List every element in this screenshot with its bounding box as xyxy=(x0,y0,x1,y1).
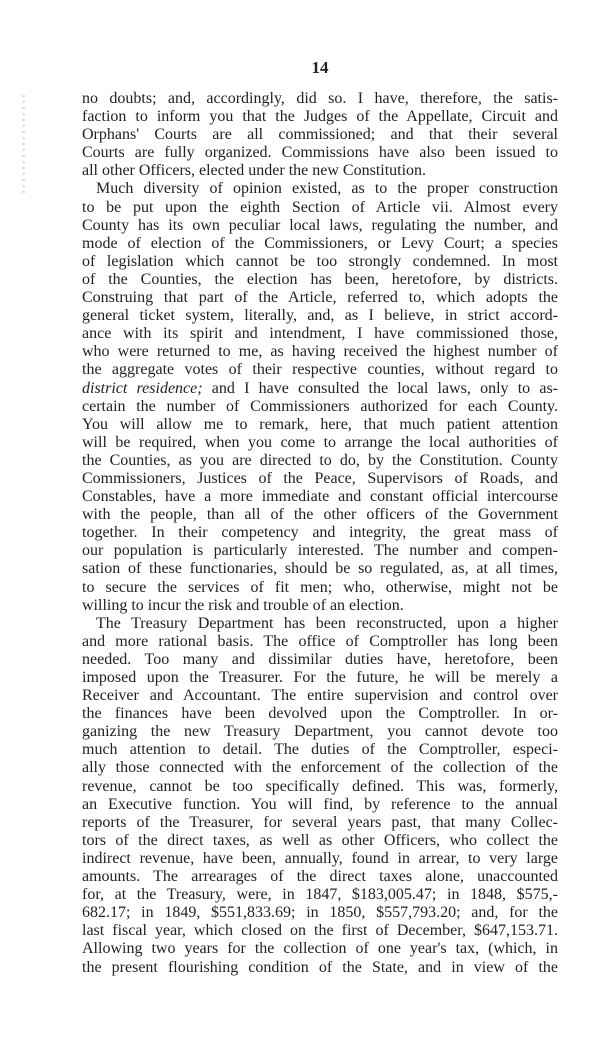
text-line xyxy=(82,325,558,343)
text-line xyxy=(82,452,558,470)
text-line xyxy=(82,416,558,434)
text-line xyxy=(82,922,558,940)
text-line xyxy=(82,144,558,162)
line-text: willing to incur the risk and trouble of an election. xyxy=(82,596,404,614)
text-line xyxy=(82,380,558,398)
text-line xyxy=(82,108,558,126)
text-line xyxy=(82,217,558,235)
text-line xyxy=(82,778,558,796)
line-text: of the Counties, the election has been, heretofore, by districts. xyxy=(82,270,558,288)
line-text: an Executive function. You will find, by reference to the annual xyxy=(82,795,558,813)
line-text: certain the number of Commissioners authorized for each County. xyxy=(82,397,558,415)
text-line xyxy=(82,687,558,705)
line-text: our population is particularly interested. The number and compen- xyxy=(82,542,558,560)
line-text: who were returned to me, as having received the highest number of xyxy=(82,343,558,361)
line-text: the Counties, as you are directed to do, by the Constitution. County xyxy=(82,451,558,469)
text-line xyxy=(82,633,558,651)
line-text: mode of election of the Commissioners, or Levy Court; a species xyxy=(82,234,558,252)
line-text: Much diversity of opinion existed, as to the proper construction xyxy=(96,180,558,198)
text-line xyxy=(82,904,558,922)
text-line xyxy=(82,253,558,271)
text-line xyxy=(82,289,558,307)
text-line xyxy=(82,434,558,452)
line-text: ance with its spirit and intendment, I have commissioned those, xyxy=(82,325,558,343)
line-text: the aggregate votes of their respective counties, without regard to xyxy=(82,361,558,379)
text-line xyxy=(82,524,558,542)
text-line xyxy=(82,615,558,633)
page-number: 14 xyxy=(311,58,329,77)
line-text: general ticket system, literally, and, as I believe, in strict accord- xyxy=(82,307,558,325)
line-text: Receiver and Accountant. The entire supervision and control over xyxy=(82,687,558,705)
line-text: to be put upon the eighth Section of Article vii. Almost every xyxy=(82,198,558,216)
line-text: all other Officers, elected under the new Constitution. xyxy=(82,162,427,180)
text-line xyxy=(82,488,558,506)
line-text: will be required, when you come to arrange the local authorities of xyxy=(82,433,558,451)
text-line xyxy=(82,271,558,289)
line-text: with the people, than all of the other officers of the Government xyxy=(82,506,558,524)
scan-artifact xyxy=(22,95,25,195)
text-line xyxy=(82,597,558,615)
line-text: amounts. The arrearages of the direct taxes alone, unaccounted xyxy=(82,868,558,886)
line-text: together. In their competency and integrity, the great mass of xyxy=(82,524,558,542)
text-line xyxy=(82,940,558,958)
line-text: tors of the direct taxes, as well as other Officers, who collect the xyxy=(82,831,558,849)
line-text: Construing that part of the Article, referred to, which adopts the xyxy=(82,289,558,307)
line-text: and more rational basis. The office of Comptroller has long been xyxy=(82,632,558,650)
text-line xyxy=(82,705,558,723)
text-line xyxy=(82,361,558,379)
text-line xyxy=(82,886,558,904)
line-text: much attention to detail. The duties of the Comptroller, especi- xyxy=(82,741,558,759)
line-text: You will allow me to remark, here, that much patient attention xyxy=(82,415,558,433)
line-text: indirect revenue, have been, annually, found in arrear, to very large xyxy=(82,849,558,867)
text-line xyxy=(82,759,558,777)
text-line xyxy=(82,90,558,108)
text-line xyxy=(82,398,558,416)
text-line xyxy=(82,542,558,560)
text-line xyxy=(82,307,558,325)
line-text: to secure the services of fit men; who, otherwise, might not be xyxy=(82,578,558,596)
line-text: last fiscal year, which closed on the first of December, $647,153.71. xyxy=(82,922,558,940)
line-text: Courts are fully organized. Commissions have also been issued to xyxy=(82,144,558,162)
line-text: the finances have been devolved upon the Comptroller. In or- xyxy=(82,705,558,723)
line-text: ganizing the new Treasury Department, you cannot devote too xyxy=(82,723,558,741)
line-text: no doubts; and, accordingly, did so. I have, therefore, the satis- xyxy=(82,90,558,107)
line-text: 682.17; in 1849, $551,833.69; in 1850, $557,793.20; and, for the xyxy=(82,904,558,922)
line-text: needed. Too many and dissimilar duties have, heretofore, been xyxy=(82,650,558,668)
line-text: of legislation which cannot be too strongly condemned. In most xyxy=(82,252,558,270)
line-text: for, at the Treasury, were, in 1847, $183,005.47; in 1848, $575,- xyxy=(82,886,558,904)
line-text: and I have consulted the local laws, only to as- xyxy=(202,379,559,397)
text-line xyxy=(82,235,558,253)
text-line xyxy=(82,180,558,198)
text-line xyxy=(82,162,558,180)
line-text: Commissioners, Justices of the Peace, Supervisors of Roads, and xyxy=(82,469,558,487)
text-line xyxy=(82,560,558,578)
line-text: the present flourishing condition of the State, and in view of the xyxy=(82,958,558,976)
line-text: imposed upon the Treasurer. For the future, he will be merely a xyxy=(82,669,558,686)
line-text: reports of the Treasurer, for several years past, that many Collec- xyxy=(82,813,558,831)
line-text: Allowing two years for the collection of one year's tax, (which, in xyxy=(82,940,558,958)
line-text: County has its own peculiar local laws, regulating the number, and xyxy=(82,216,558,234)
text-line xyxy=(82,741,558,759)
line-text: Orphans' Courts are all commissioned; and that their several xyxy=(82,126,558,144)
text-line xyxy=(82,796,558,814)
text-line xyxy=(82,343,558,361)
text-line xyxy=(82,579,558,597)
body-text xyxy=(82,90,558,977)
line-text: sation of these functionaries, should be so regulated, as, at all times, xyxy=(82,560,558,578)
line-text: revenue, cannot be too specifically defined. This was, formerly, xyxy=(82,777,558,795)
line-text: Constables, have a more immediate and constant official intercourse xyxy=(82,488,558,506)
text-line xyxy=(82,669,558,687)
line-text: ally those connected with the enforcement of the collection of the xyxy=(82,759,558,777)
text-line xyxy=(82,868,558,886)
text-line xyxy=(82,651,558,669)
text-line xyxy=(82,126,558,144)
text-line xyxy=(82,814,558,832)
line-text: faction to inform you that the Judges of the Appellate, Circuit and xyxy=(82,108,558,126)
italic-text: district residence; xyxy=(82,379,203,397)
text-line xyxy=(82,723,558,741)
text-line xyxy=(82,959,558,977)
text-line xyxy=(82,470,558,488)
text-line xyxy=(82,832,558,850)
text-line xyxy=(82,850,558,868)
line-text: The Treasury Department has been reconstructed, upon a higher xyxy=(96,614,558,632)
text-line xyxy=(82,199,558,217)
text-line xyxy=(82,506,558,524)
